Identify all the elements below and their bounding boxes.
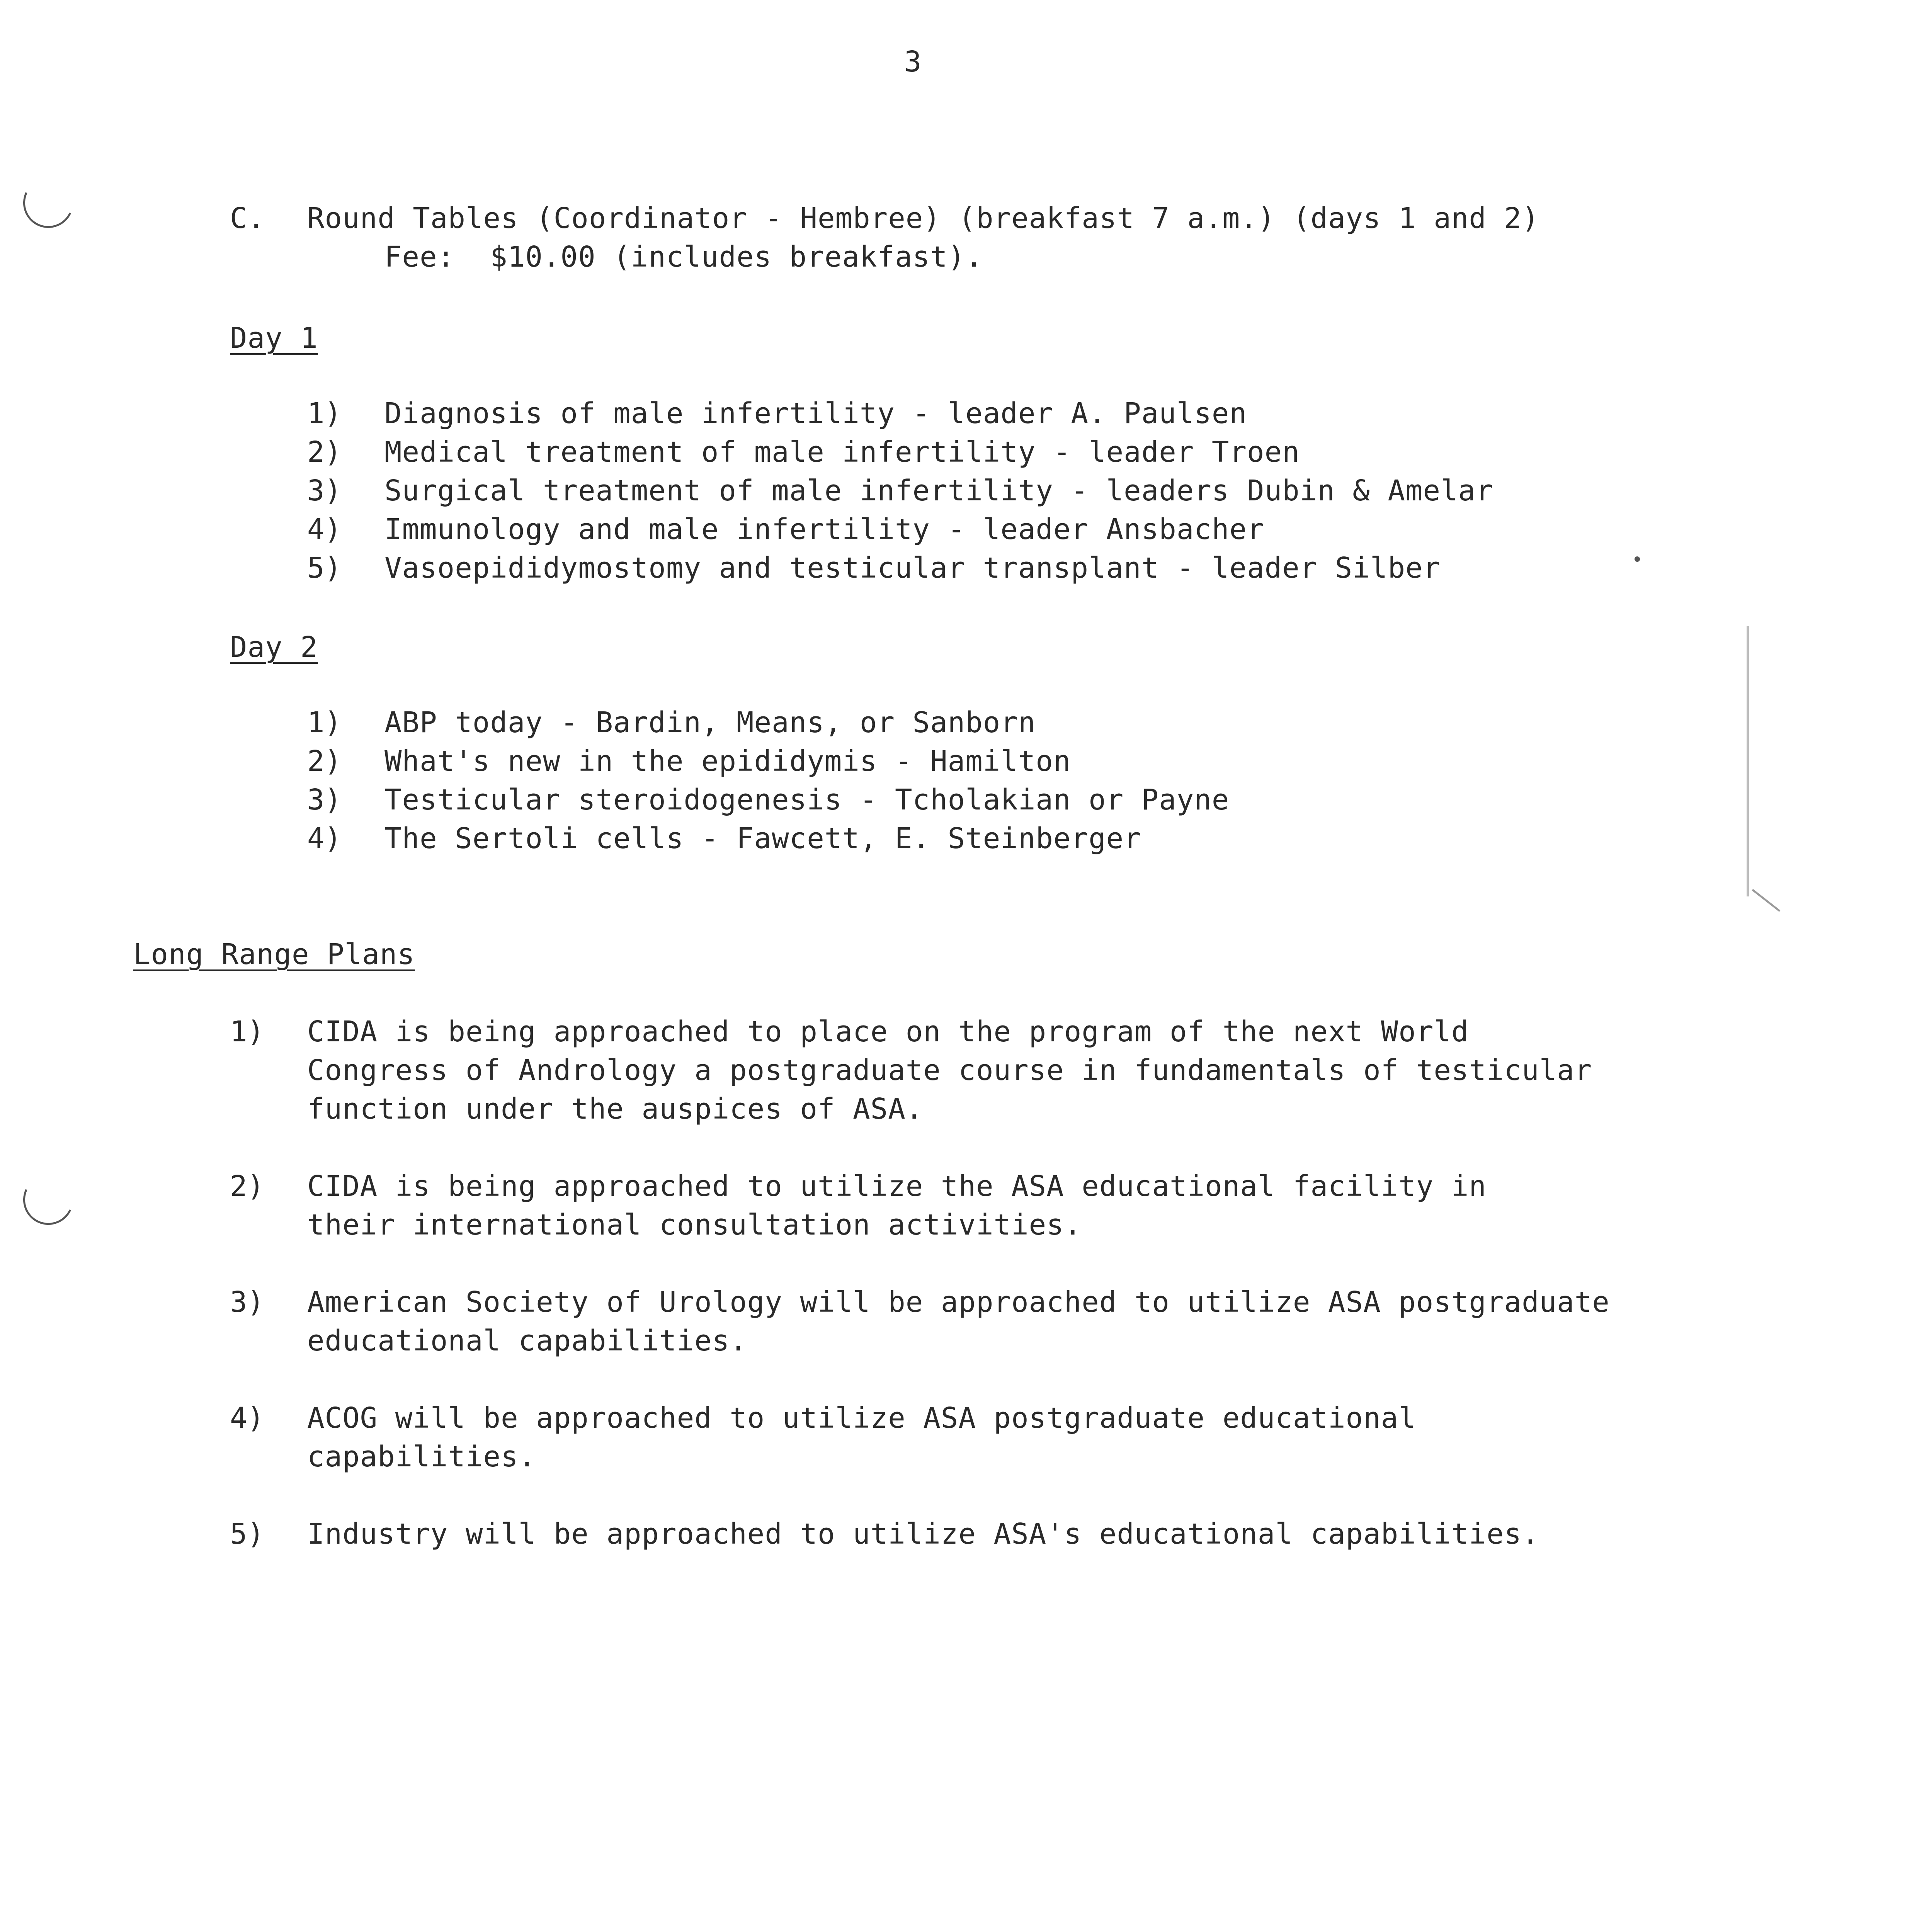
- day2-item-text: Testicular steroidogenesis - Tcholakian or Payne: [384, 783, 1230, 816]
- scan-speck: [1635, 556, 1640, 562]
- section-c-line1: Round Tables (Coordinator - Hembree) (breakfast 7 a.m.) (days 1 and 2): [307, 202, 1539, 235]
- day2-item-text: What's new in the epididymis - Hamilton: [384, 745, 1071, 778]
- punch-hole-mark-top: [16, 171, 81, 235]
- day1-item-text: Surgical treatment of male infertility - leaders Dubin & Amelar: [384, 474, 1493, 507]
- day1-item-num: 2): [307, 435, 342, 469]
- long-range-item-line: Industry will be approached to utilize ASA's educational capabilities.: [307, 1517, 1539, 1551]
- long-range-heading: Long Range Plans: [133, 938, 415, 971]
- day1-item-num: 3): [307, 474, 342, 507]
- punch-hole-mark-middle: [16, 1168, 81, 1232]
- long-range-item-line: capabilities.: [307, 1440, 536, 1473]
- day1-item-text: Immunology and male infertility - leader Ansbacher: [384, 513, 1265, 546]
- long-range-item-line: educational capabilities.: [307, 1324, 747, 1357]
- long-range-item-num: 2): [230, 1170, 265, 1203]
- day1-item-text: Medical treatment of male infertility - leader Troen: [384, 435, 1300, 469]
- long-range-item-line: function under the auspices of ASA.: [307, 1092, 924, 1126]
- day2-heading: Day 2: [230, 631, 318, 664]
- long-range-item-line: CIDA is being approached to place on the program of the next World: [307, 1015, 1469, 1048]
- long-range-item-line: American Society of Urology will be approached to utilize ASA postgraduate: [307, 1286, 1610, 1319]
- long-range-item-num: 5): [230, 1517, 265, 1551]
- day2-item-text: The Sertoli cells - Fawcett, E. Steinberger: [384, 822, 1141, 855]
- long-range-item-line: their international consultation activities.: [307, 1208, 1082, 1242]
- day1-item-text: Vasoepididymostomy and testicular transplant - leader Silber: [384, 551, 1441, 585]
- day1-item-num: 1): [307, 397, 342, 430]
- page-number: 3: [904, 45, 922, 78]
- long-range-item-line: ACOG will be approached to utilize ASA postgraduate educational: [307, 1401, 1416, 1435]
- day1-item-text: Diagnosis of male infertility - leader A. Paulsen: [384, 397, 1247, 430]
- long-range-item-num: 4): [230, 1401, 265, 1435]
- section-c-label: C.: [230, 202, 265, 235]
- day2-item-num: 1): [307, 706, 342, 739]
- day2-item-num: 4): [307, 822, 342, 855]
- day2-item-num: 2): [307, 745, 342, 778]
- scan-edge-tick: [1752, 889, 1780, 912]
- long-range-item-line: CIDA is being approached to utilize the ASA educational facility in: [307, 1170, 1487, 1203]
- day1-item-num: 5): [307, 551, 342, 585]
- long-range-item-num: 3): [230, 1286, 265, 1319]
- day2-item-num: 3): [307, 783, 342, 816]
- section-c-line2: Fee: $10.00 (includes breakfast).: [384, 240, 983, 274]
- day1-item-num: 4): [307, 513, 342, 546]
- long-range-item-line: Congress of Andrology a postgraduate course in fundamentals of testicular: [307, 1054, 1592, 1087]
- scan-edge-mark: [1747, 626, 1749, 896]
- day1-heading: Day 1: [230, 321, 318, 355]
- long-range-item-num: 1): [230, 1015, 265, 1048]
- day2-item-text: ABP today - Bardin, Means, or Sanborn: [384, 706, 1036, 739]
